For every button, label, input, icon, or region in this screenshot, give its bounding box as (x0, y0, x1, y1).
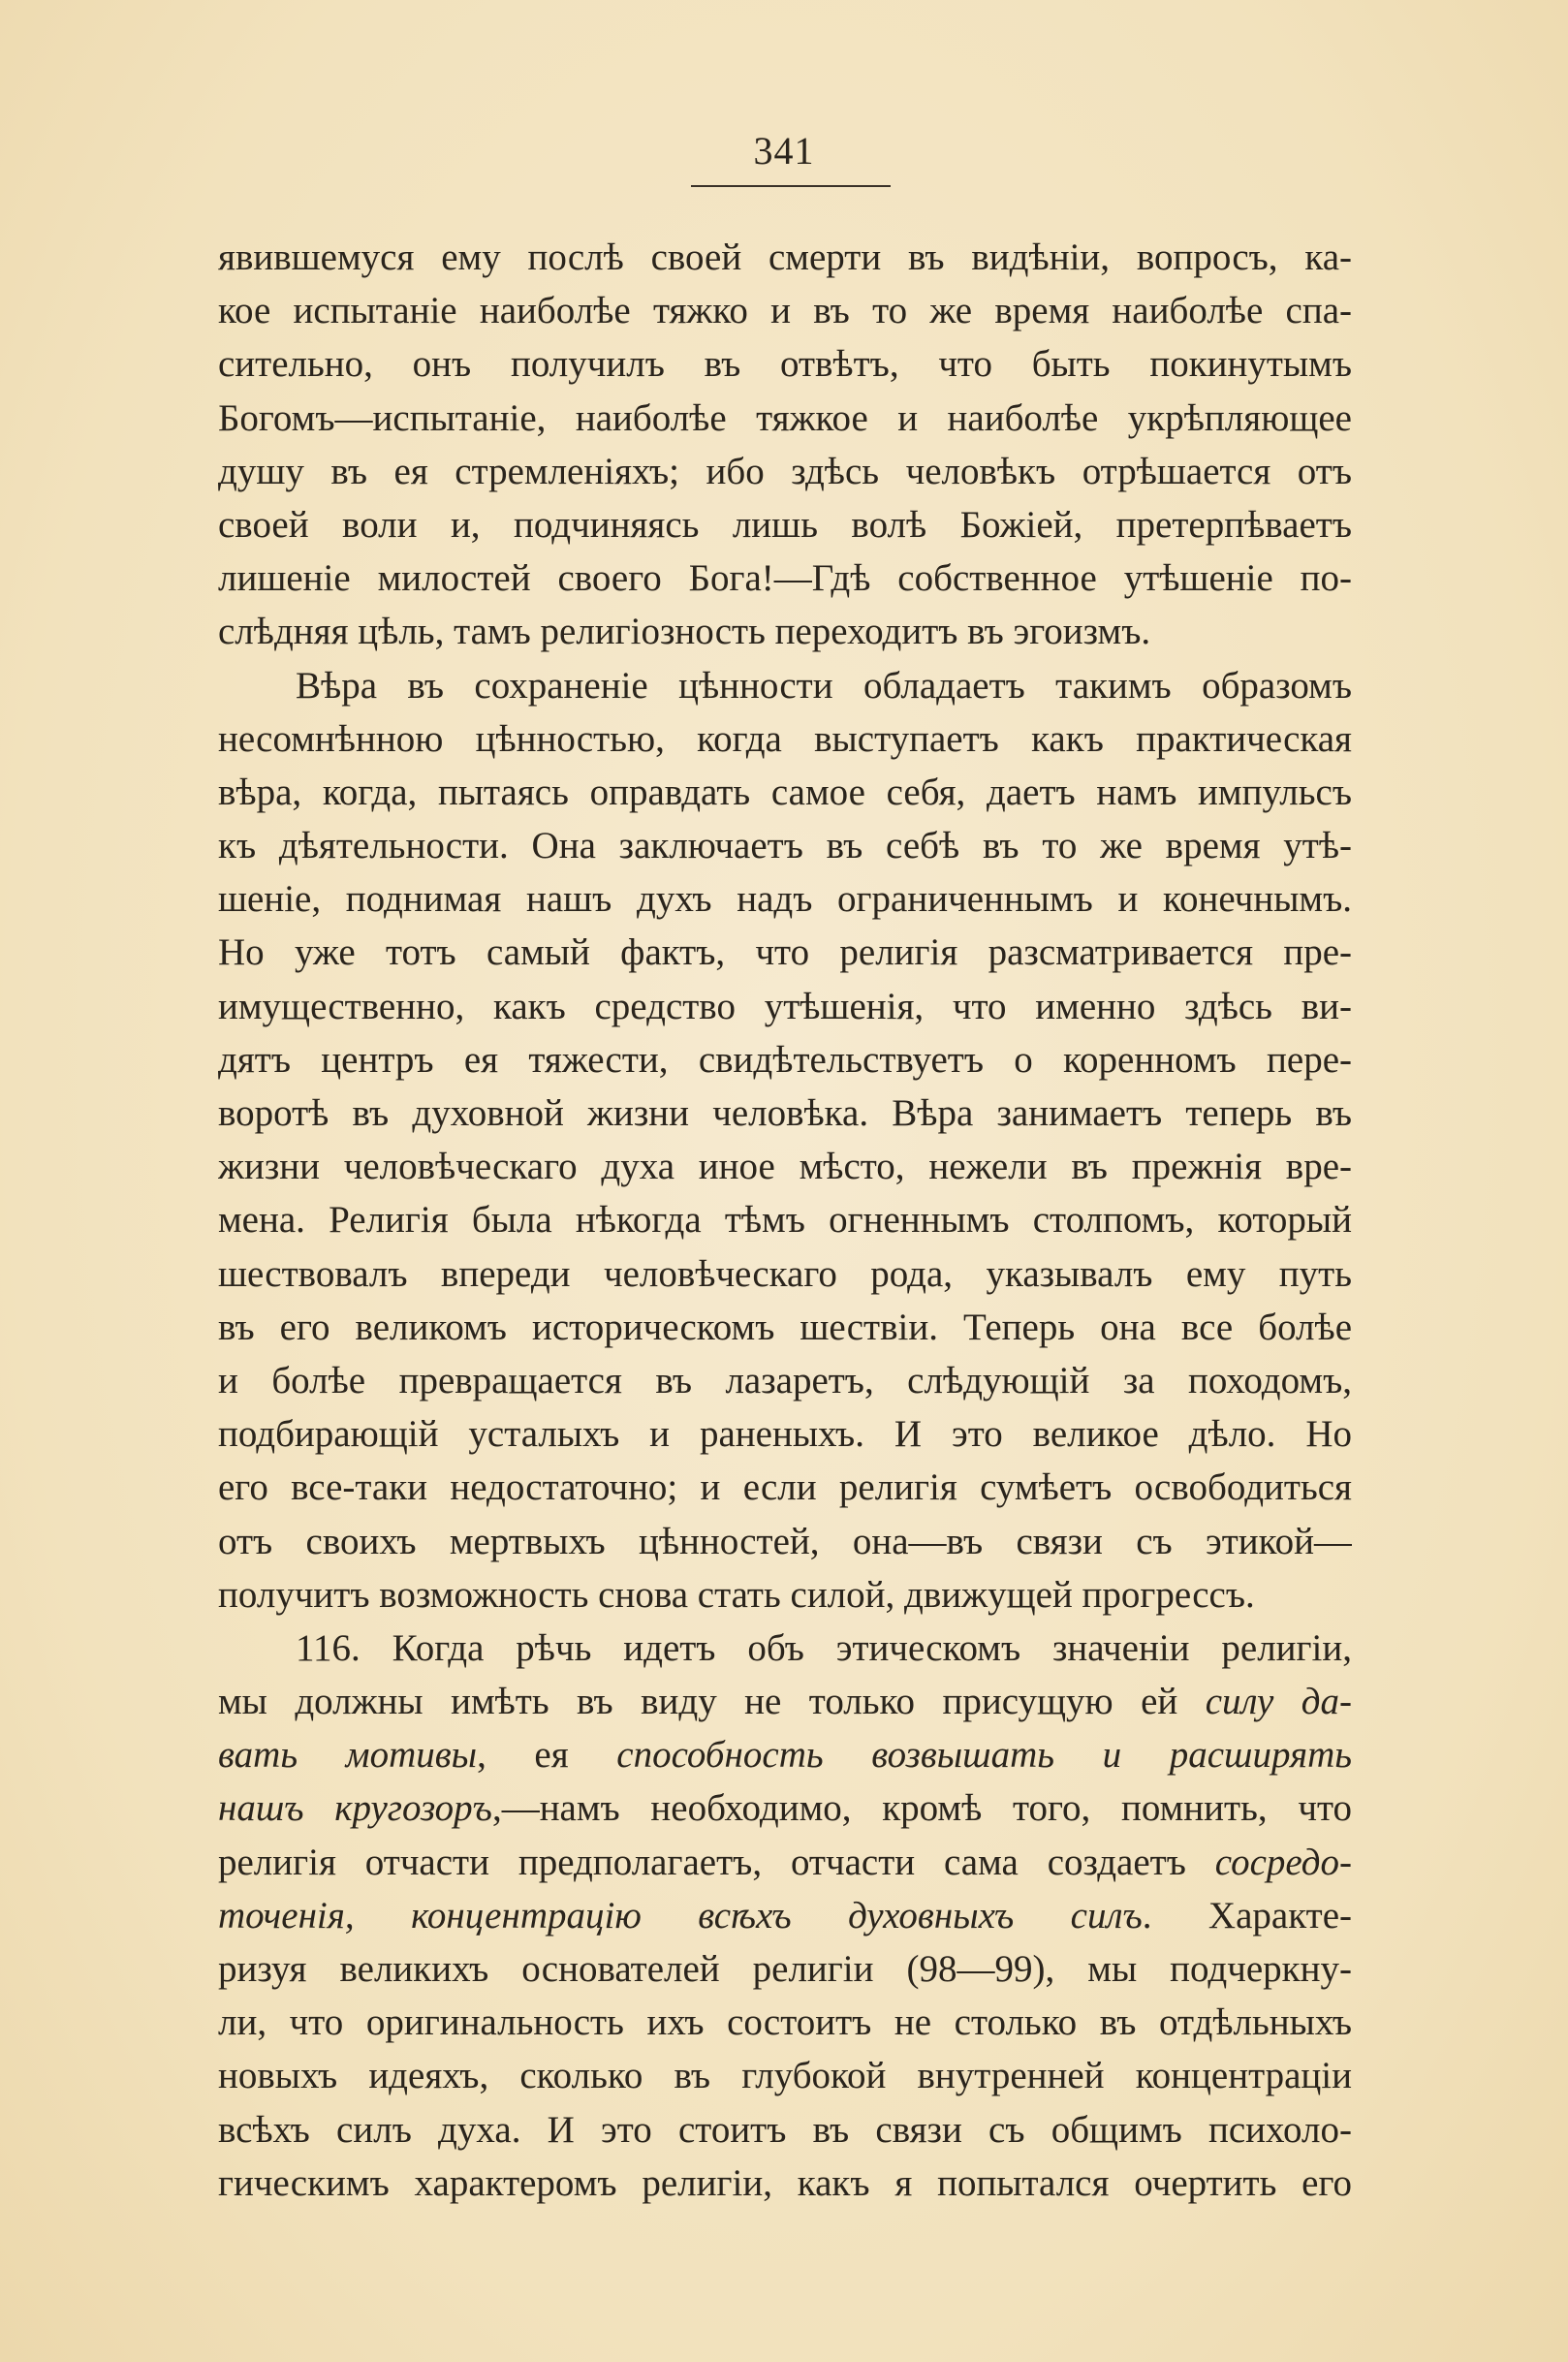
text-line (218, 819, 1352, 872)
text-line (218, 1568, 1352, 1622)
page-number-rule (691, 185, 891, 187)
italic-text: сосредо- (1214, 1841, 1352, 1883)
line-text: сительно, онъ получилъ въ отвѣтъ, что быть покинутымъ (218, 343, 1352, 386)
text-line (218, 1836, 1352, 1889)
text-line (218, 1889, 1352, 1942)
text-line (218, 551, 1352, 605)
text-line (218, 659, 1352, 712)
text-line (218, 1247, 1352, 1301)
line-text: вѣра, когда, пытаясь оправдать самое себя, даетъ намъ импульсъ (218, 771, 1352, 813)
line-text: религія отчасти предполагаетъ, отчасти сама создаетъ (218, 1841, 1215, 1883)
line-text: слѣдняя цѣль, тамъ религіозность переходитъ въ эгоизмъ. (218, 611, 1151, 653)
line-text: воротѣ въ духовной жизни человѣка. Вѣра занимаетъ теперь въ (218, 1092, 1352, 1134)
line-text: Но уже тотъ самый фактъ, что религія разсматривается пре- (218, 931, 1352, 974)
line-text: шествовалъ впереди человѣческаго рода, указывалъ ему путь (218, 1252, 1352, 1295)
line-text: Вѣра въ сохраненіе цѣнности обладаетъ такимъ образомъ (296, 664, 1352, 707)
text-line (218, 1407, 1352, 1461)
line-text: мена. Религія была нѣкогда тѣмъ огненнымъ столпомъ, который (218, 1199, 1352, 1242)
line-text: его все-таки недостаточно; и если религія сумѣетъ освободиться (218, 1466, 1352, 1509)
text-line (218, 498, 1352, 551)
line-text: несомнѣнною цѣнностью, когда выступаетъ какъ практическая (218, 717, 1352, 760)
line-text: въ его великомъ историческомъ шествіи. Теперь она все болѣе (218, 1306, 1352, 1348)
line-text: . Характе- (1142, 1894, 1352, 1937)
italic-text: способность возвышать и расширять (616, 1734, 1352, 1777)
text-line (218, 1996, 1352, 2049)
text-line (218, 1193, 1352, 1246)
line-text: своей воли и, подчиняясь лишь волѣ Божіей, претерпѣваетъ (218, 503, 1352, 546)
line-text: ,—намъ необходимо, кромѣ того, помнить, что (491, 1787, 1352, 1830)
line-text: дятъ центръ ея тяжести, свидѣтельствуетъ о коренномъ пере- (218, 1038, 1352, 1081)
italic-text: точенія, концентрацію всѣхъ духовныхъ силъ (218, 1894, 1143, 1937)
italic-text: силу да- (1205, 1681, 1352, 1723)
text-line (218, 1140, 1352, 1193)
italic-text: нашъ кругозоръ (218, 1787, 492, 1830)
line-text: мы должны имѣть въ виду не только присущую ей (218, 1681, 1206, 1723)
text-line (218, 392, 1352, 445)
text-line (218, 872, 1352, 926)
line-text: душу въ ея стремленіяхъ; ибо здѣсь человѣкъ отрѣшается отъ (218, 450, 1352, 492)
italic-text: вать мотивы (218, 1734, 478, 1777)
line-text: всѣхъ силъ духа. И это стоитъ въ связи съ общимъ психоло- (218, 2108, 1352, 2151)
line-text: ризуя великихъ основателей религіи (98—99), мы подчеркну- (218, 1948, 1352, 1990)
text-line (218, 712, 1352, 766)
line-text: шеніе, поднимая нашъ духъ надъ ограниченнымъ и конечнымъ. (218, 878, 1352, 921)
text-line (218, 445, 1352, 498)
text-line (218, 1354, 1352, 1407)
line-text: 116. Когда рѣчь идетъ объ этическомъ значеніи религіи, (296, 1626, 1352, 1669)
text-line (218, 2049, 1352, 2102)
line-text: подбирающій усталыхъ и раненыхъ. И это великое дѣло. Но (218, 1413, 1352, 1456)
line-text: явившемуся ему послѣ своей смерти въ видѣніи, вопросъ, ка- (218, 236, 1352, 278)
text-line (218, 1033, 1352, 1087)
text-line (218, 1622, 1352, 1675)
line-text: и болѣе превращается въ лазаретъ, слѣдующій за походомъ, (218, 1359, 1352, 1401)
text-line (218, 605, 1352, 658)
line-text: жизни человѣческаго духа иное мѣсто, нежели въ прежнія вре- (218, 1146, 1352, 1188)
line-text: кое испытаніе наиболѣе тяжко и въ то же время наиболѣе спа- (218, 290, 1352, 332)
line-text: отъ своихъ мертвыхъ цѣнностей, она—въ связи съ этикой— (218, 1520, 1352, 1562)
line-text: къ дѣятельности. Она заключаетъ въ себѣ въ то же время утѣ- (218, 825, 1352, 867)
text-line (218, 980, 1352, 1033)
page-number: 341 (753, 129, 815, 173)
text-line (218, 2103, 1352, 2157)
text-line (218, 337, 1352, 391)
text-line (218, 231, 1352, 284)
text-line (218, 284, 1352, 337)
text-line (218, 1461, 1352, 1514)
line-text: получитъ возможность снова стать силой, движущей прогрессъ. (218, 1573, 1255, 1616)
text-line (218, 1942, 1352, 1996)
line-text: , ея (477, 1734, 617, 1777)
text-line (218, 2157, 1352, 2210)
body-text (218, 231, 1352, 2210)
line-text: ли, что оригинальность ихъ состоитъ не столько въ отдѣльныхъ (218, 2001, 1352, 2044)
text-line (218, 1675, 1352, 1728)
text-line (218, 1781, 1352, 1835)
text-line (218, 1515, 1352, 1568)
text-line (218, 1728, 1352, 1781)
line-text: новыхъ идеяхъ, сколько въ глубокой внутренней концентраціи (218, 2055, 1352, 2097)
line-text: Богомъ—испытаніе, наиболѣе тяжкое и наиболѣе укрѣпляющее (218, 396, 1352, 439)
line-text: гическимъ характеромъ религіи, какъ я попытался очертить его (218, 2161, 1352, 2204)
text-line (218, 766, 1352, 819)
line-text: лишеніе милостей своего Бога!—Гдѣ собственное утѣшеніе по- (218, 557, 1352, 600)
text-line (218, 1087, 1352, 1140)
line-text: имущественно, какъ средство утѣшенія, что именно здѣсь ви- (218, 985, 1352, 1027)
text-line (218, 1301, 1352, 1354)
text-line (218, 926, 1352, 979)
